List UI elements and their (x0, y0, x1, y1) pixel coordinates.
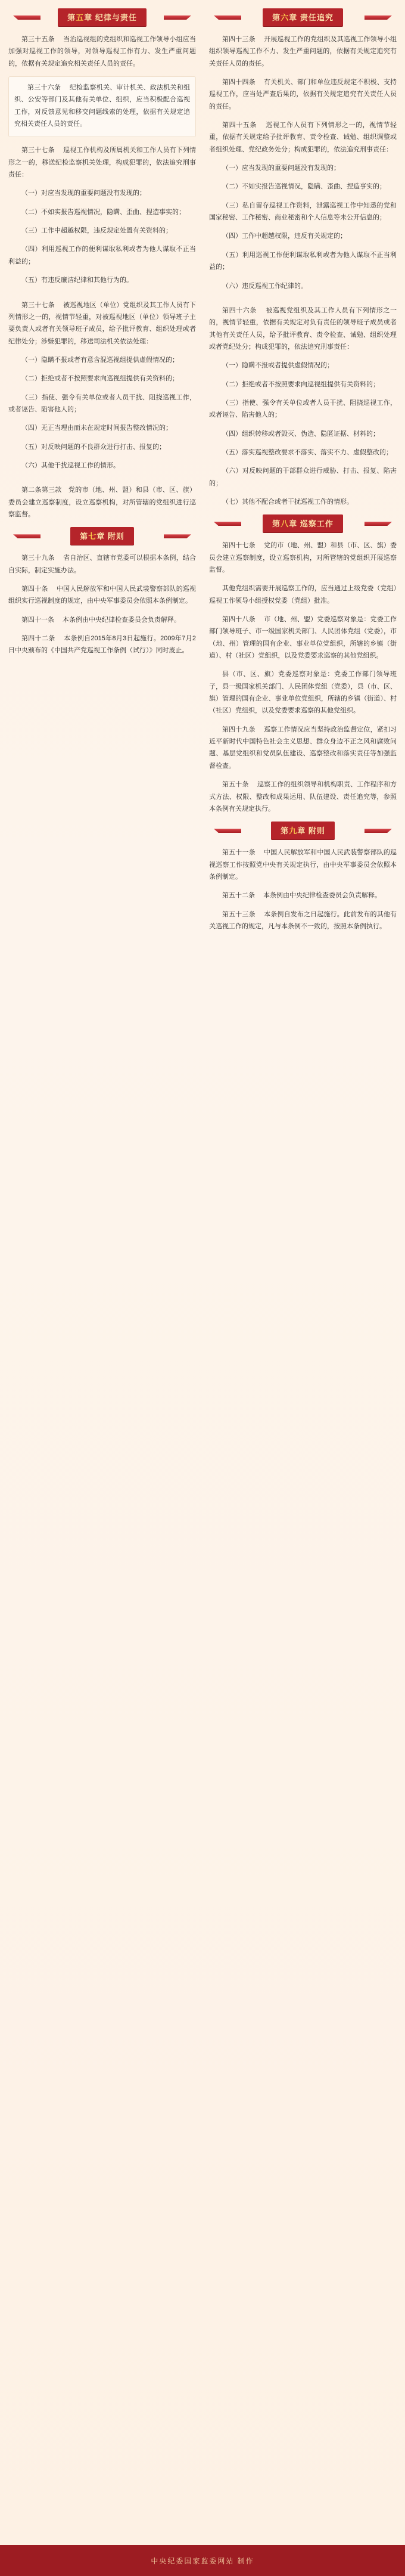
chapter-banner-7 (8, 527, 196, 545)
left-chapter8-article: 第二条第三款 党的市（地、州、盟）和县（市、区、旗）委员会建立巡察制度，设立巡察机构，对所管辖的党组织进行巡察监督。 (8, 486, 196, 518)
article-37-item-3: （三）工作中超越权限，违反规定处置有关资料的； (21, 227, 172, 235)
article-46-title: 第四十六条 被巡视党组织及其工作人员有下列情形之一的，视情节轻重，依据有关规定对负有责任的领导班子成员或者其他有关责任人员，给予批评教育、责令检查、诫勉、组织处理或者党纪处分；构成犯罪的，依法追究刑事责任： (209, 306, 397, 351)
chapter-banner-5 (8, 8, 196, 26)
article-38-item-5: （五）对反映问题的不良群众进行打击、报复的； (21, 443, 166, 451)
left-spacer-1 (8, 293, 196, 299)
article-51: 第五十一条 中国人民解放军和中国人民武装警察部队的巡视巡察工作按照党中央有关规定执行，由中央军事委员会依照本条例制定。 (209, 849, 397, 881)
article-38-item-6: （六）其他干扰巡视工作的情形。 (21, 461, 120, 469)
article-46-item-3: （三）指使、强令有关单位或者人员干扰、阻挠巡视工作，或者诬告、陷害他人的； (209, 399, 397, 419)
left-spacer-2 (8, 478, 196, 484)
article-45-item-3: （三）私自留存巡视工作资料，泄露巡视工作中知悉的党和国家秘密、工作秘密、商业秘密和个人信息等未公开信息的； (209, 202, 397, 222)
article-37-title: 第三十七条 巡视工作机构及所属机关和工作人员有下列情形之一的，移送纪检监察机关处理，构成犯罪的，依法追究刑事责任： (8, 147, 196, 179)
right-spacer-1 (209, 299, 397, 305)
chapter-banner-8 (209, 514, 397, 532)
chapter-banner-6-plate (263, 8, 343, 26)
chapter-banner-6 (209, 8, 397, 26)
article-37-item-1: （一）对应当发现的重要问题没有发现的； (21, 190, 146, 197)
article-37-item-5: （五）有违反廉洁纪律和其他行为的。 (21, 277, 133, 284)
article-46-item-2: （二）拒绝或者不按照要求向巡视组提供有关资料的； (222, 380, 379, 388)
article-45-item-2: （二）不如实报告巡视情况，隐瞒、歪曲、捏造事实的； (222, 183, 386, 191)
article-48-title: 第四十八条 市（地、州、盟）党委巡察对象是：党委工作部门领导班子、市一级国家机关部门、人民团体党组（党委），市（地、州）管理的国有企业、事业单位党组织，所辖的乡镇（街道）、村（社区）党组织，以及党委要求巡察的其他党组织。 (209, 616, 397, 660)
article-43: 第四十三条 开展巡视工作的党组织及其巡视工作领导小组组织领导巡视工作不力、发生严重问题的，依据有关规定追究有关责任人员的责任。 (209, 36, 397, 67)
article-45-item-5: （五）利用巡视工作便利谋取私利或者为他人谋取不正当利益的； (209, 251, 397, 271)
article-47: 第四十七条 党的市（地、州、盟）和县（市、区、旗）委员会建立巡察制度，设立巡察机构，对所管辖的党组织开展巡察监督。 (209, 542, 397, 574)
chapter-6-suffix: 章 责任追究 (289, 13, 334, 22)
article-46-item-1: （一）隐瞒不报或者提供虚假情况的； (222, 362, 334, 370)
chapter-9-number: 九 (289, 826, 298, 836)
article-41: 第四十一条 本条例由中央纪律检查委员会负责解释。 (21, 616, 181, 624)
article-45-title: 第四十五条 巡视工作人员有下列情形之一的，视情节轻重，依据有关规定给予批评教育、责令检查、诫勉、组织调整或者组织处理、党纪政务处分；构成犯罪的，依法追究刑事责任： (209, 122, 397, 153)
chapter-8-number: 八 (281, 519, 289, 529)
chapter-banner-8-plate (263, 514, 343, 532)
article-46-item-5: （五）落实巡视整改要求不落实、落实不力、虚假整改的； (222, 448, 392, 456)
article-42: 第四十二条 本条例自2015年8月3日起施行。2009年7月2日中央颁布的《中国共产党巡视工作条例（试行）》同时废止。 (8, 635, 196, 655)
chapter-banner-9 (209, 822, 397, 839)
article-45-item-4: （四）工作中超越权限，违反有关规定的； (222, 233, 347, 240)
article-38-item-4: （四）无正当理由而未在规定时间报告整改情况的； (21, 424, 172, 432)
chapter-5-number: 五 (76, 13, 85, 22)
article-36: 第三十六条 纪检监察机关、审计机关、政法机关和组织、公安等部门及其他有关单位、组织，应当积极配合巡视工作，对反馈意见和移交问题线索的处理，依据有关规定追究相关责任人员的责任。 (14, 84, 190, 128)
article-46-item-6: （六）对反映问题的干部群众进行威胁、打击、报复、陷害的； (209, 467, 397, 487)
article-38-item-3: （三）指使、强令有关单位或者人员干扰、阻挠巡视工作，或者诬告、陷害他人的； (8, 393, 196, 413)
chapter-8-prefix: 第 (272, 519, 281, 529)
chapter-7-suffix: 章 附则 (96, 532, 124, 541)
article-37-item-4: （四）利用巡视工作的便利谋取私利或者为他人谋取不正当利益的； (8, 246, 196, 265)
article-45-item-6: （六）违反巡视工作纪律的。 (222, 282, 307, 290)
chapter-6-prefix: 第 (272, 13, 281, 22)
article-52: 第五十二条 本条例由中央纪律检查委员会负责解释。 (222, 892, 382, 900)
article-38-item-1: （一）隐瞒不报或者有意含混巡视组提供虚假情况的； (21, 356, 179, 364)
article-35: 第三十五条 当治巡视组的党组织和巡视工作领导小组应当加强对巡视工作的领导，对领导巡视工作有力、发生严重问题的，依据有关规定追究相关责任人员的责任。 (8, 36, 196, 67)
chapter-9-prefix: 第 (281, 826, 289, 836)
right-column (202, 8, 397, 939)
article-46-item-4: （四）组织转移或者毁灭、伪造、隐匿证据、材料的； (222, 430, 379, 438)
article-36-block (8, 76, 196, 137)
left-column (8, 8, 202, 939)
article-38-title: 第三十七条 被巡视地区（单位）党组织及其工作人员有下列情形之一的，视情节轻重，对被巡视地区（单位）领导班子主要负责人或者有关领导班子成员，给予批评教育、组织处理或者纪律处分；涉嫌犯罪的，移送司法机关依法处理： (8, 301, 196, 345)
article-50: 第五十条 巡察工作的组织领导和机构职责、工作程序和方式方法、权限、整改和成果运用、队伍建设、责任追究等，参照本条例有关规定执行。 (209, 781, 397, 813)
article-39: 第三十九条 省自治区、直辖市党委可以根据本条例，结合自实际，制定实施办法。 (8, 554, 196, 574)
chapter-9-suffix: 章 附则 (297, 826, 325, 836)
chapter-6-number: 六 (281, 13, 289, 22)
article-38-item-2: （二）拒绝或者不按照要求向巡视组提供有关资料的； (21, 375, 179, 383)
article-37-item-2: （二）不如实报告巡视情况，隐瞒、歪曲、捏造事实的； (21, 208, 185, 216)
article-40: 第四十条 中国人民解放军和中国人民武装警察部队的巡视组织实行巡视制度的规定，由中央军事委员会依照本条例制定。 (8, 585, 196, 605)
article-46-item-7: （七）其他不配合或者干扰巡视工作的情形。 (222, 498, 353, 506)
chapter-banner-5-plate (58, 8, 147, 26)
chapter-banner-7-plate (70, 527, 134, 545)
article-47-paragraph-2: 其他党组织需要开展巡察工作的，应当通过上级党委（党组）巡视工作领导小组授权党委（党组）批准。 (209, 585, 397, 605)
chapter-5-prefix: 第 (67, 13, 76, 22)
chapter-7-number: 七 (88, 532, 97, 541)
chapter-8-suffix: 章 巡察工作 (289, 519, 334, 529)
chapter-7-prefix: 第 (80, 532, 89, 541)
chapter-5-suffix: 章 纪律与责任 (84, 13, 137, 22)
article-48-paragraph-2: 县（市、区、旗）党委巡察对象是：党委工作部门领导班子，县一级国家机关部门、人民团体党组（党委），县（市、区、旗）管理的国有企业、事业单位党组织，所辖的乡镇（街道）、村（社区）党组织，以及党委要求巡察的其他党组织。 (209, 671, 397, 715)
article-45-item-1: （一）应当发现的重要问题没有发现的； (222, 165, 340, 172)
article-44: 第四十四条 有关机关、部门和单位违反规定不积极、支持巡视工作，应当处严查后果的，依据有关规定追究有关责任人员的责任。 (209, 79, 397, 110)
article-53: 第五十三条 本条例自发布之日起施行。此前发布的其他有关巡视工作的规定，凡与本条例不一致的，按照本条例执行。 (209, 910, 397, 930)
footer-text: 中央纪委国家监委网站 制作 (151, 2556, 254, 2565)
page-footer (0, 2545, 405, 2576)
two-column-layout (0, 0, 405, 939)
article-49: 第四十九条 巡察工作情况应当坚持政治监督定位，紧扣习近平新时代中国特色社会主义思想、群众身边不正之风和腐败问题、基层党组织和党员队伍建设、巡察整改和落实责任等加强监督检查。 (209, 726, 397, 770)
chapter-banner-9-plate (271, 822, 335, 839)
